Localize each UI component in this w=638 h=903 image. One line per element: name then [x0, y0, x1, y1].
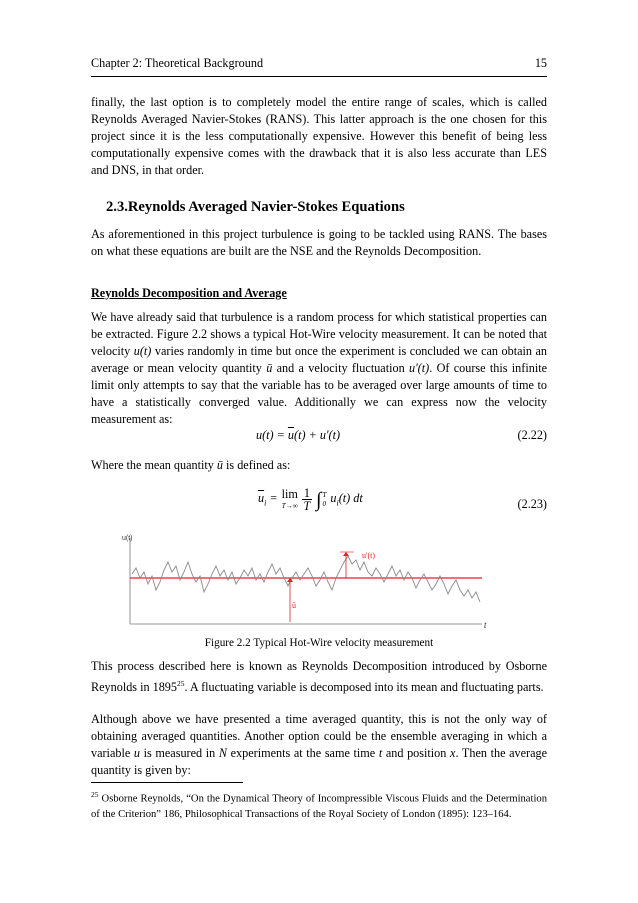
reynolds-decomposition-paragraph: This process described here is known as Reynolds Decomposition introduced by Osborne Reynolds in 1895$^{25}$. A fluctuating variable is decomposed into its mean and fluctuating parts. [91, 659, 547, 695]
mean-label: ū [292, 601, 296, 610]
footnote-rule [91, 782, 243, 783]
equation-2-22-number: (2.22) [517, 428, 547, 442]
velocity-signal [132, 556, 480, 602]
hot-wire-figure [122, 532, 494, 632]
decomposition-paragraph: We have already said that turbulence is a random process for which statistical properties can be extracted. Figure 2.2 shows a typical Hot-Wire velocity measurement. It can be noted that velocity u(t) varies randomly in time but once the experiment is concluded we can obtain an average or mean velocity quantity ū and a velocity fluctuation u'(t). Of course this infinite limit only attempts to say that the variable has to be averaged over large amounts of time to have a statistically converged value. Additionally we can express now the velocity measurement as: [91, 310, 547, 426]
ensemble-average-paragraph: Although above we have presented a time averaged quantity, this is not the only way of obtaining averaged quantities. Another option could be the ensemble averaging in which a variable u is measured in N experiments at the same time t and position x. Then the average quantity is given by: [91, 712, 548, 777]
chapter-title: Chapter 2: Theoretical Background [91, 56, 264, 70]
footnote: $^{25}$ Osborne Reynolds, “On the Dynamical Theory of Incompressible Viscous Fluids and the Determination of the Criterion” 186, Philosophical Transactions of the Royal Society of London (1895): 123–164. [91, 790, 547, 820]
mean-definition-text: Where the mean quantity ū is defined as: [91, 458, 291, 472]
subsection-heading: Reynolds Decomposition and Average [91, 286, 287, 300]
page-number: 15 [534, 56, 547, 70]
fluctuation-label: u'(t) [362, 551, 375, 560]
equation-2-23-number: (2.23) [517, 497, 547, 511]
figure-caption: Figure 2.2 Typical Hot-Wire velocity measurement [204, 637, 434, 649]
section-heading: 2.3.Reynolds Averaged Navier-Stokes Equations [106, 199, 405, 215]
equation-2-22: $u(t) = \overline{u}(t) + u'(t)$ [256, 428, 341, 442]
y-axis-label: u(t) [122, 535, 133, 542]
equation-2-23: $\overline{u}_i$ = lim T→∞ $\frac{1}{T}$ ∫ T 0 $u_i(t)$ dt [258, 486, 363, 513]
x-axis-label: t [484, 621, 487, 630]
running-header [91, 56, 547, 77]
section-paragraph: As aforementioned in this project turbulence is going to be tackled using RANS. The bases on what these equations are built are the NSE and the Reynolds Decomposition. [91, 227, 547, 258]
intro-paragraph: finally, the last option is to completely model the entire range of scales, which is called Reynolds Averaged Navier-Stokes (RANS). This latter approach is the one chosen for this project since it is the less computationally expensive. However this benefit of being less computationally expensive comes with the drawback that it is also less accurate than LES and DNS, in that order. [91, 95, 547, 177]
